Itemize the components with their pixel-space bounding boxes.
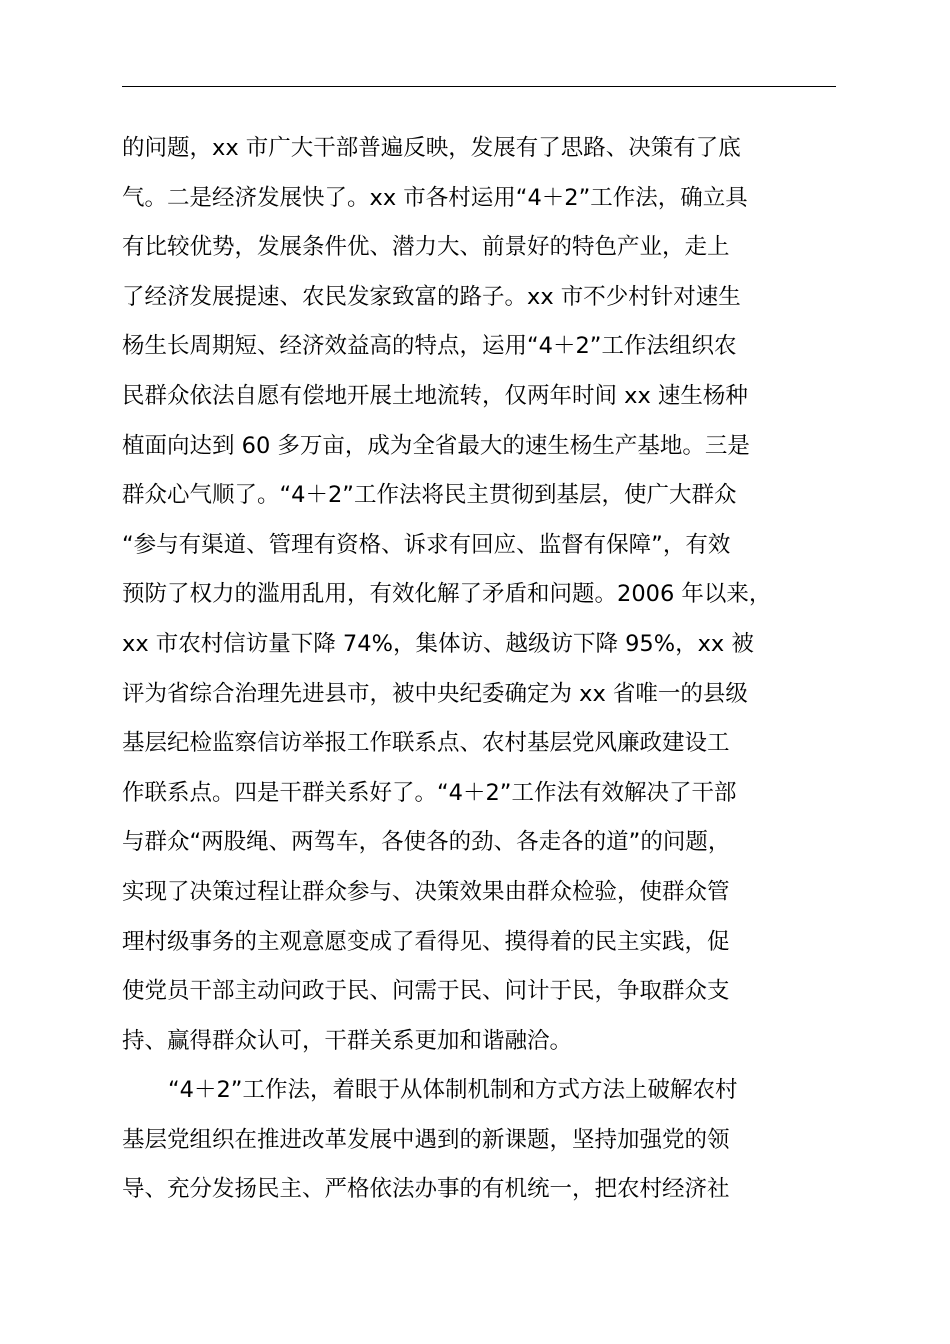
text-line: 气。二是经济发展快了。xx 市各村运用“4＋2”工作法，确立具 — [122, 184, 748, 211]
text-line: xx 市农村信访量下降 74%，集体访、越级访下降 95%，xx 被 — [122, 630, 754, 657]
text-line: 理村级事务的主观意愿变成了看得见、摸得着的民主实践，促 — [122, 928, 730, 955]
header-rule — [122, 86, 836, 87]
text-line: “参与有渠道、管理有资格、诉求有回应、监督有保障”，有效 — [122, 531, 731, 558]
text-line: 作联系点。四是干群关系好了。“4＋2”工作法有效解决了干部 — [122, 779, 737, 806]
text-line: 群众心气顺了。“4＋2”工作法将民主贯彻到基层，使广大群众 — [122, 482, 737, 509]
paragraph-first-line: “4＋2”工作法，着眼于从体制机制和方式方法上破解农村 — [168, 1077, 738, 1104]
text-line: 杨生长周期短、经济效益高的特点，运用“4＋2”工作法组织农 — [122, 333, 737, 360]
text-line: 有比较优势，发展条件优、潜力大、前景好的特色产业，走上 — [122, 234, 730, 261]
text-line: 基层纪检监察信访举报工作联系点、农村基层党风廉政建设工 — [122, 730, 730, 757]
text-line: 导、充分发扬民主、严格依法办事的有机统一，把农村经济社 — [122, 1176, 730, 1203]
text-line: 评为省综合治理先进县市，被中央纪委确定为 xx 省唯一的县级 — [122, 680, 748, 707]
text-line: 使党员干部主动问政于民、问需于民、问计于民，争取群众支 — [122, 978, 730, 1005]
text-line: 持、赢得群众认可，干群关系更加和谐融洽。 — [122, 1027, 573, 1054]
text-line: 了经济发展提速、农民发家致富的路子。xx 市不少村针对速生 — [122, 283, 741, 310]
text-line: 预防了权力的滥用乱用，有效化解了矛盾和问题。2006 年以来， — [122, 581, 772, 608]
text-line: 的问题，xx 市广大干部普遍反映，发展有了思路、决策有了底 — [122, 135, 741, 161]
document-body — [122, 124, 862, 1215]
text-line: 植面向达到 60 多万亩，成为全省最大的速生杨生产基地。三是 — [122, 432, 750, 459]
text-line: 与群众“两股绳、两驾车，各使各的劲、各走各的道”的问题， — [122, 829, 731, 856]
text-line: 基层党组织在推进改革发展中遇到的新课题，坚持加强党的领 — [122, 1126, 730, 1153]
text-line: 实现了决策过程让群众参与、决策效果由群众检验，使群众管 — [122, 878, 730, 905]
text-line: 民群众依法自愿有偿地开展土地流转，仅两年时间 xx 速生杨种 — [122, 382, 748, 409]
